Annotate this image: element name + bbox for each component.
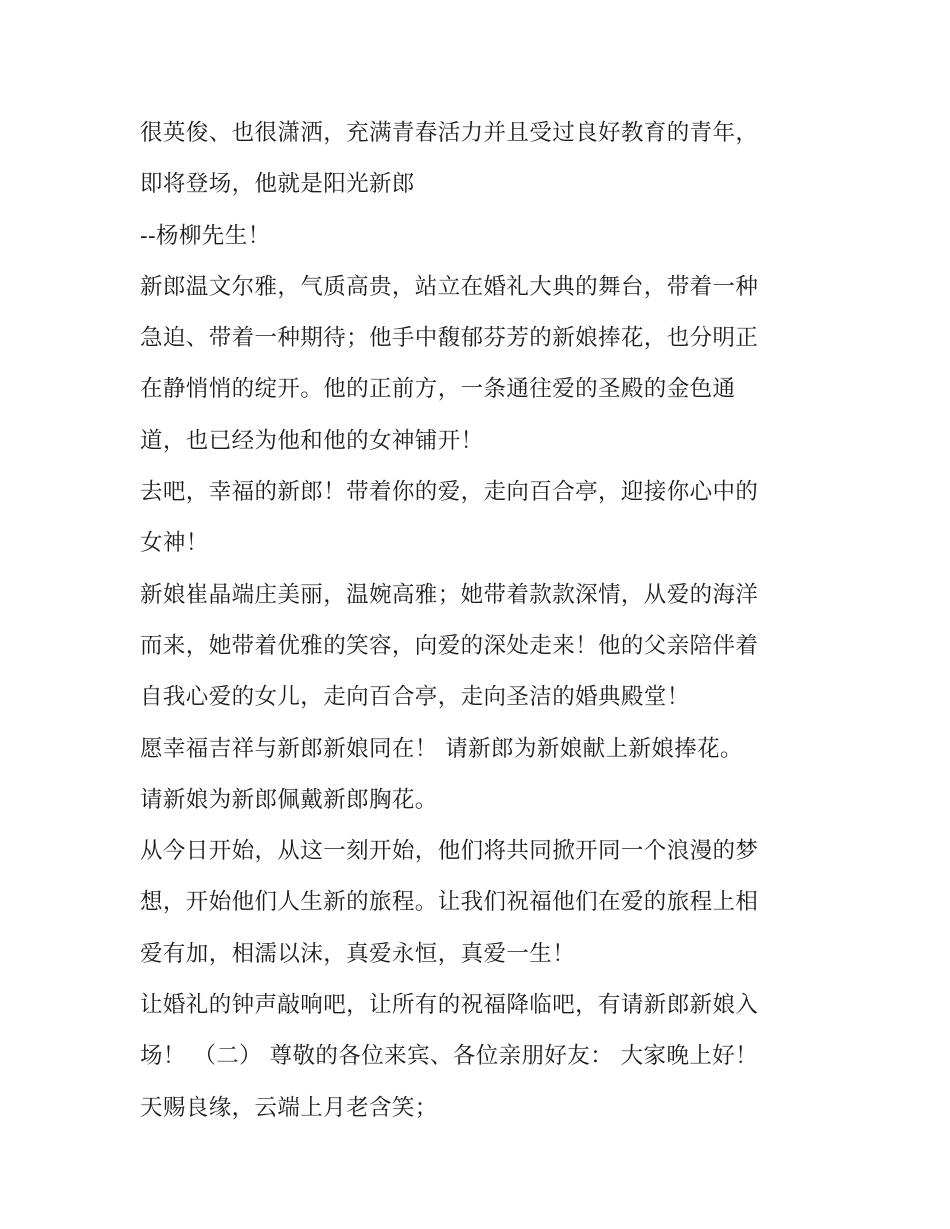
text-line: 从今日开始，从这一刻开始，他们将共同掀开同一个浪漫的梦 (140, 838, 759, 865)
text-line: 去吧，幸福的新郎！带着你的爱，走向百合亭，迎接你心中的 (140, 479, 759, 506)
text-line: 愿幸福吉祥与新郎新娘同在！ 请新郎为新娘献上新娘捧花。 (140, 735, 743, 762)
text-line: 新娘崔晶端庄美丽，温婉高雅；她带着款款深情，从爱的海洋 (140, 581, 759, 608)
text-line: 场！ （二） 尊敬的各位来宾、各位亲朋好友： 大家晚上好！ (140, 1043, 759, 1070)
body-text (140, 108, 830, 1134)
text-line: 女神！ (140, 530, 209, 557)
text-line: 而来，她带着优雅的笑容，向爱的深处走来！他的父亲陪伴着 (140, 632, 759, 659)
text-line: 想，开始他们人生新的旅程。让我们祝福他们在爱的旅程上相 (140, 889, 759, 916)
text-line: 很英俊、也很潇洒，充满青春活力并且受过良好教育的青年， (140, 120, 759, 146)
text-line: 新郎温文尔雅，气质高贵，站立在婚礼大典的舞台，带着一种 (140, 273, 759, 300)
text-line: 在静悄悄的绽开。他的正前方，一条通往爱的圣殿的金色通 (140, 376, 736, 403)
text-line: 即将登场，他就是阳光新郎 (140, 171, 415, 198)
text-line: 请新娘为新郎佩戴新郎胸花。 (140, 786, 438, 813)
text-line: 让婚礼的钟声敲响吧，让所有的祝福降临吧，有请新郎新娘入 (140, 992, 759, 1019)
text-line: 道，也已经为他和他的女神铺开！ (140, 427, 484, 454)
text-line: 爱有加，相濡以沫，真爱永恒，真爱一生！ (140, 940, 576, 967)
text-line: 急迫、带着一种期待；他手中馥郁芬芳的新娘捧花，也分明正 (140, 325, 759, 352)
text-line: --杨柳先生！ (140, 222, 271, 249)
text-line: 天赐良缘，云端上月老含笑； (140, 1094, 438, 1121)
text-line: 自我心爱的女儿，走向百合亭，走向圣洁的婚典殿堂！ (140, 684, 690, 711)
